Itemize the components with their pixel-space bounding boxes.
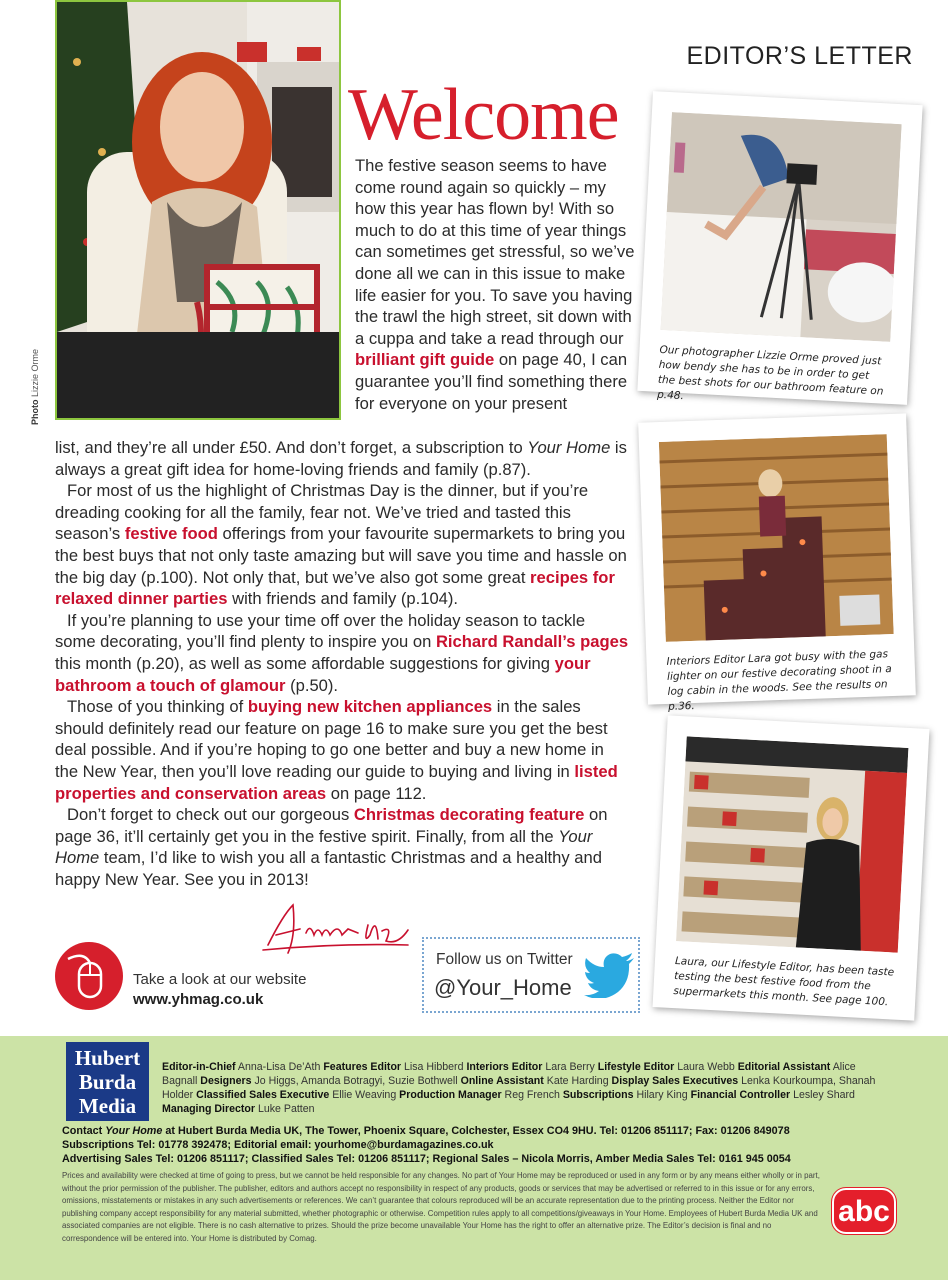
page-title: Welcome bbox=[348, 74, 619, 156]
abc-logo: abc bbox=[832, 1188, 896, 1234]
staff-credits: Editor-in-Chief Anna-Lisa De’Ath Features Editor Lisa Hibberd Interiors Editor Lara Berry Lifestyle Editor Laura Webb Editorial Assistant Alice Bagnall Designers Jo Higgs, Amanda Botragyi, Suzie Bothwell Online Assistant Kate Harding Display Sales Executives Lenka Kourkoumpa, Shanah Holder Classified Sales Executive Ellie Weaving Production Manager Reg French Subscriptions Hilary King Financial Controller Lesley Shard Managing Director Luke Patten bbox=[162, 1061, 876, 1115]
supermarket-photo bbox=[676, 736, 908, 952]
paragraph-3: If you’re planning to use your time off over the holiday season to tackle some decorating, you’ll find plenty to inspire you on Richard Randall’s pages this month (p.20), as well as some affordable suggestions for giving your bathroom a touch of glamour (p.50). bbox=[55, 610, 629, 695]
paragraph-5: Don’t forget to check out our gorgeous Christmas decorating feature on page 36, it’ll certainly get you in the festive spirit. Finally, from all the Your Home team, I’d like to wish you all a fantastic Christmas and a healthy and happy New Year. See you in 2013! bbox=[55, 805, 608, 889]
editor-signature bbox=[258, 895, 418, 965]
polaroid-photographer bbox=[637, 91, 922, 405]
twitter-bird-icon bbox=[584, 952, 636, 998]
twitter-label: Follow us on Twitter bbox=[436, 951, 573, 968]
photo-credit: Photo Lizzie Orme bbox=[30, 348, 40, 425]
paragraph-4: Those of you thinking of buying new kitchen appliances in the sales should definitely read our feature on page 16 to make sure you get the best deal possible. And if you’re hoping to go one better and buy a new home in the New Year, then you’ll love reading our guide to buying and living in listed properties and conservation areas on page 112. bbox=[55, 697, 618, 803]
website-label: Take a look at our website bbox=[133, 971, 307, 988]
paragraph-1: list, and they’re all under £50. And don’t forget, a subscription to Your Home is always a great gift idea for home-loving friends and family (p.87). bbox=[55, 438, 627, 479]
twitter-handle[interactable]: @Your_Home bbox=[434, 975, 572, 1000]
twitter-box bbox=[422, 937, 640, 1013]
website-block bbox=[133, 970, 306, 1010]
paragraph-2: For most of us the highlight of Christmas Day is the dinner, but if you’re dreading cooking for all the family, fear not. We’ve tried and tasted this season’s festive food offerings from your favourite supermarkets to bring you the best buys that not only taste amazing but will save you time and hassle on the big day (p.100). Not only that, but we’ve also got some great recipes for relaxed dinner parties with friends and family (p.104). bbox=[55, 481, 627, 609]
caption-photo3: Laura, our Lifestyle Editor, has been taste testing the best festive food from the supermarkets this month. See page 100. bbox=[673, 955, 895, 1009]
hubert-burda-media-logo: Hubert Burda Media bbox=[66, 1042, 149, 1121]
section-label: EDITOR’S LETTER bbox=[686, 42, 913, 70]
polaroid-log-cabin bbox=[638, 413, 916, 713]
mouse-icon bbox=[54, 941, 124, 1011]
caption-photo2: Interiors Editor Lara got busy with the gas lighter on our festive decorating shoot in a log cabin in the woods. See the results on p.36. bbox=[666, 648, 892, 713]
log-cabin-photo bbox=[659, 434, 894, 642]
article-body bbox=[55, 437, 630, 890]
intro-paragraph: The festive season seems to have come round again so quickly – my how this year has flown by! With so much to do at this time of year things can sometimes get stressful, so we’ve done all we can in this issue to make life easier for you. To save you having the trawl the high street, sit down with a cuppa and take a read through our brilliant gift guide on page 40, I can guarantee you’ll find something there for everyone on your present bbox=[355, 156, 635, 413]
photographer-photo bbox=[661, 112, 902, 342]
caption-photo1: Our photographer Lizzie Orme proved just how bendy she has to be in order to get the best shots for our bathroom feature on p.48. bbox=[656, 343, 884, 403]
website-url[interactable]: www.yhmag.co.uk bbox=[133, 991, 264, 1008]
contact-details: Contact Your Home at Hubert Burda Media UK, The Tower, Phoenix Square, Colchester, Essex CO4 9HU. Tel: 01206 851117; Fax: 01206 849078 Subscriptions Tel: 01778 392478; Editorial email: yourhome@burdamagazines.co.uk Advertising Sales Tel: 01206 851117; Classified Sales Tel: 01206 851117; Regional Sales – Nicola Morris, Amber Media Sales Tel: 0161 945 0054 bbox=[62, 1125, 791, 1165]
link-gift-guide: brilliant gift guide bbox=[355, 350, 495, 370]
polaroid-supermarket bbox=[653, 715, 930, 1020]
editor-photo bbox=[55, 0, 341, 420]
disclaimer-text: Prices and availability were checked at time of going to press, but we cannot be held responsible for any changes. No part of Your Home may be reproduced or used in any form or by any means either wholly or in part, without the prior permission of the publisher. The publisher, editors and authors accept no responsibility in respect of any products, goods or services that may be advertised or referred to in this issue or for any errors, omissions, misstatements or mistakes in any such advertisements or references. We can’t guarantee that colours reproduced will be an accurate representation due to the printing process. Neither the Editor nor publishing company accept responsibility for any material submitted, whether photographic or otherwise. Competition rules apply to all competitions/giveaways in Your Home. Employees of Hubert Burda Media UK and associated companies are not eligible. There is no cash alternative to prizes. Should the prize become unavailable Your Home has the right to offer an alternative prize. The Editor’s decision is final and no correspondence will be entered into. Your Home is distributed by Comag. bbox=[62, 1171, 820, 1243]
